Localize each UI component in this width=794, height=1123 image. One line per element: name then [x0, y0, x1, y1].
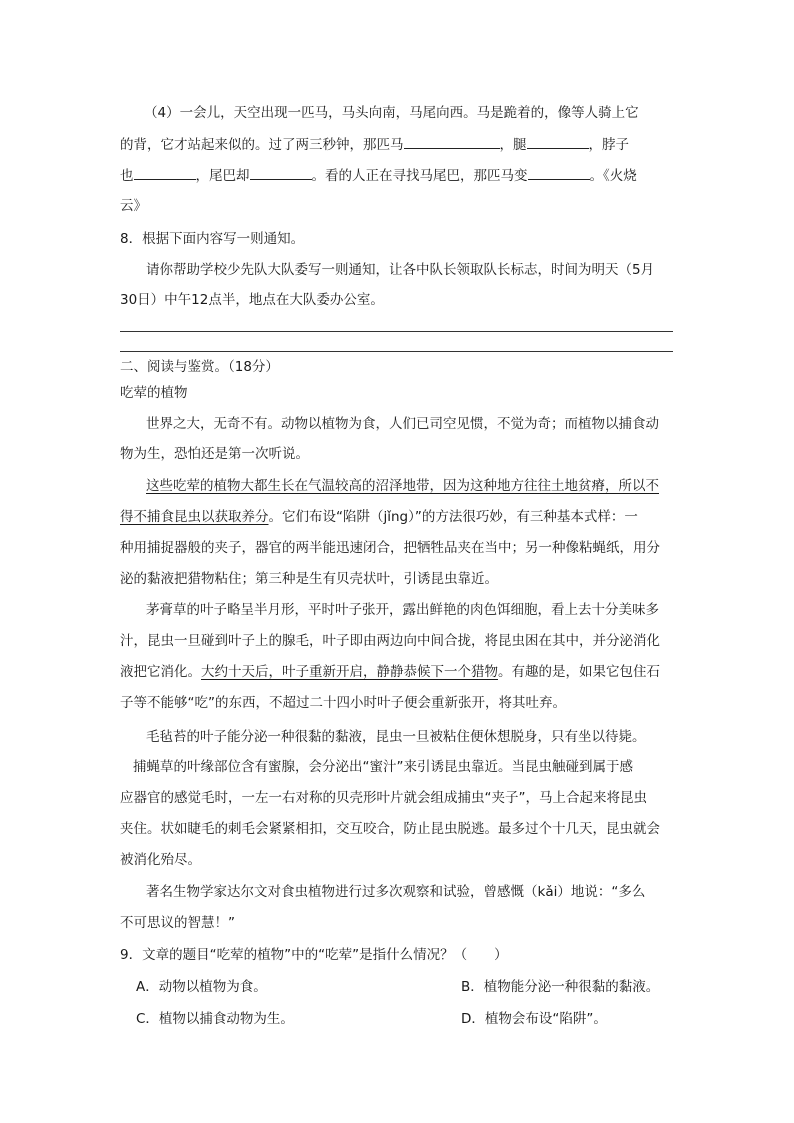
- q7-4-line2: [120, 134, 629, 155]
- article-line: 不可思议的智慧！”: [120, 915, 235, 931]
- writing-line[interactable]: [120, 351, 673, 352]
- answer-blank[interactable]: [528, 165, 590, 180]
- article-line: 种用捕捉器般的夹子，器官的两半能迅速闭合，把牺牲品夹在当中；另一种像粘蝇纸，用分: [120, 540, 660, 556]
- article-line: 泌的黏液把猎物粘住；第三种是生有贝壳状叶，引诱昆虫靠近。: [120, 571, 498, 587]
- article-line: 世界之大，无奇不有。动物以植物为食，人们已司空见惯，不觉为奇；而植物以捕食动: [146, 416, 659, 432]
- article-line: 捕蝇草的叶缘部位含有蜜腺，会分泌出“蜜汁”来引诱昆虫靠近。当昆虫触碰到属于感: [133, 759, 633, 775]
- answer-blank[interactable]: [250, 165, 312, 180]
- article-line: 应器官的感觉毛时，一左一右对称的贝壳形叶片就会组成捕虫“夹子”，马上合起来将昆虫: [120, 790, 647, 806]
- answer-blank[interactable]: [134, 165, 196, 180]
- q7-4-line1: （4）一会儿，天空出现一匹马，马头向南，马尾向西。马是跪着的，像等人骑上它: [144, 105, 639, 121]
- answer-blank[interactable]: [527, 134, 589, 149]
- underlined-sentence: 得不捕食昆虫以获取养分: [120, 509, 269, 525]
- article-line: 著名生物学家达尔文对食虫植物进行过多次观察和试验，曾感慨（kǎi）地说：“多么: [146, 884, 646, 900]
- q7-4-text: ，脖子: [588, 137, 629, 153]
- q7-4-line4: 云》: [120, 198, 147, 214]
- q9-option-d[interactable]: D．植物会布设“陷阱”。: [461, 1011, 607, 1027]
- underlined-sentence: 大约十天后，叶子重新开启，静静恭候下一个猎物: [201, 664, 498, 680]
- q8-body-line2: 30日）中午12点半，地点在大队委办公室。: [120, 292, 384, 308]
- writing-line[interactable]: [120, 331, 673, 332]
- article-line: 汁，昆虫一旦碰到叶子上的腺毛，叶子即由两边向中间合拢，将昆虫困在其中，并分泌消化: [120, 633, 660, 649]
- q7-4-text: 的背，它才站起来似的。过了两三秒钟，那匹马: [120, 137, 404, 153]
- article-line: 毛毡苔的叶子能分泌一种很黏的黏液，昆虫一旦被粘住便休想脱身，只有坐以待毙。: [146, 729, 646, 745]
- article-line: 子等不能够“吃”的东西，不超过二十四小时叶子便会重新张开，将其吐弃。: [120, 695, 566, 711]
- q7-4-text: 。《火烧: [589, 168, 637, 184]
- article-line: [120, 507, 638, 527]
- q7-4-text: 。看的人正在寻找马尾巴，那匹马变: [311, 168, 528, 184]
- q9-option-b[interactable]: B．植物能分泌一种很黏的黏液。: [461, 979, 660, 995]
- q7-4-text: ，尾巴却: [195, 168, 250, 184]
- article-line: [120, 662, 660, 682]
- article-text: 液把它消化。: [120, 664, 201, 680]
- q9-option-a[interactable]: A．动物以植物为食。: [136, 979, 267, 995]
- article-line: 被消化殆尽。: [120, 852, 201, 868]
- article-title: 吃荤的植物: [120, 385, 188, 401]
- section-heading: 二、阅读与鉴赏。（18分）: [120, 359, 279, 375]
- article-line: 物为生，恐怕还是第一次听说。: [120, 446, 309, 462]
- q7-4-text: ，腿: [499, 137, 527, 153]
- q7-4-line3: [120, 165, 637, 186]
- q8-body-line1: 请你帮助学校少先队大队委写一则通知，让各中队长领取队长标志，时间为明天（5月: [146, 262, 655, 278]
- q8-title: 8．根据下面内容写一则通知。: [120, 231, 305, 247]
- q7-4-text: 也: [120, 168, 134, 184]
- article-line: 夹住。状如睫毛的刺毛会紧紧相扣，交互咬合，防止昆虫脱逃。最多过个十几天，昆虫就会: [120, 821, 660, 837]
- answer-blank[interactable]: [404, 134, 500, 149]
- article-line: 茅膏草的叶子略呈半月形，平时叶子张开，露出鲜艳的肉色饵细胞，看上去十分美味多: [146, 602, 659, 618]
- article-text: 。有趣的是，如果它包住石: [498, 664, 660, 680]
- article-text: 。它们布设“陷阱（jǐng）”的方法很巧妙，有三种基本式样：一: [268, 509, 638, 525]
- q9-option-c[interactable]: C．植物以捕食动物为生。: [136, 1011, 294, 1027]
- underlined-sentence: 这些吃荤的植物大都生长在气温较高的沼泽地带，因为这种地方往往土地贫瘠，所以不: [146, 478, 659, 494]
- q9-stem: 9．文章的题目“吃荤的植物”中的“吃荤”是指什么情况？（ ）: [120, 947, 508, 963]
